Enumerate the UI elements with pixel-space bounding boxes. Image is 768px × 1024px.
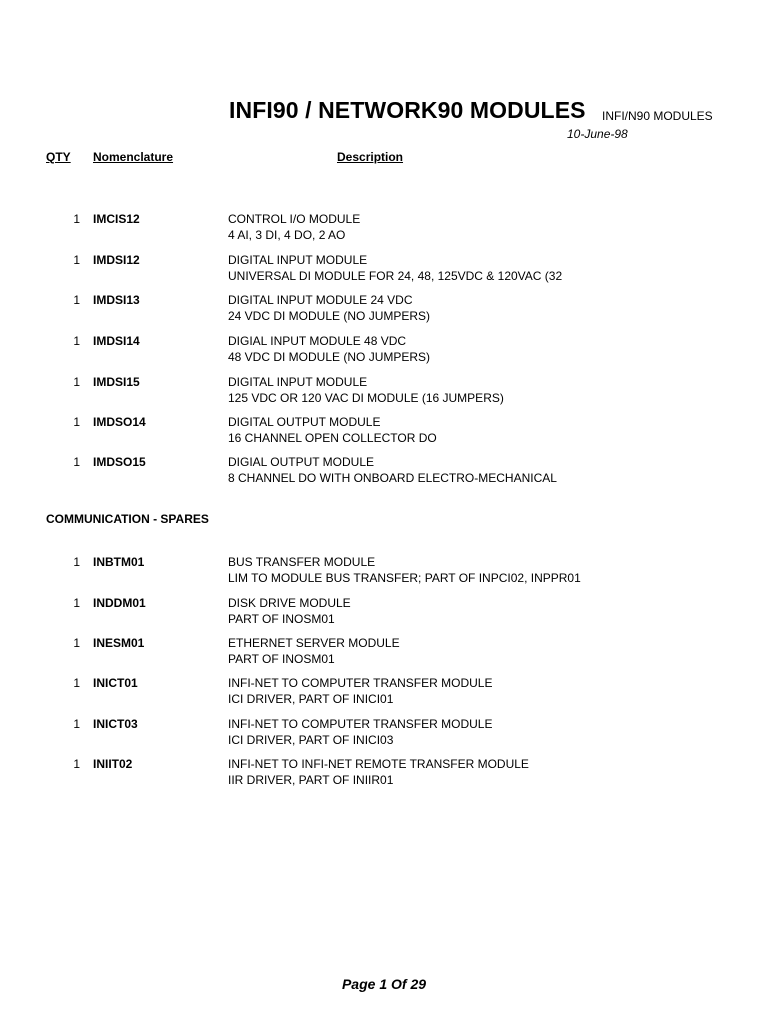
module-row (0, 212, 768, 246)
module-row (0, 636, 768, 670)
module-row (0, 334, 768, 368)
module-name: INBTM01 (93, 555, 145, 569)
module-detail: 8 CHANNEL DO WITH ONBOARD ELECTRO-MECHANICAL (228, 471, 557, 485)
module-qty: 1 (73, 415, 80, 429)
module-detail: 125 VDC OR 120 VAC DI MODULE (16 JUMPERS) (228, 391, 504, 405)
module-description: DISK DRIVE MODULE (228, 596, 351, 610)
module-detail: 48 VDC DI MODULE (NO JUMPERS) (228, 350, 431, 364)
module-detail: 4 AI, 3 DI, 4 DO, 2 AO (228, 228, 346, 242)
module-detail: IIR DRIVER, PART OF INIIR01 (228, 773, 394, 787)
column-header-description: Description (337, 150, 404, 164)
module-name: INDDM01 (93, 596, 146, 610)
module-detail: UNIVERSAL DI MODULE FOR 24, 48, 125VDC & 120VAC (32 (228, 269, 563, 283)
module-name: INICT03 (93, 717, 138, 731)
module-qty: 1 (73, 717, 80, 731)
module-row (0, 676, 768, 710)
module-description: DIGITAL INPUT MODULE 24 VDC (228, 293, 413, 307)
module-name: IMDSI13 (93, 293, 140, 307)
module-name: INICT01 (93, 676, 138, 690)
module-row (0, 375, 768, 409)
module-row (0, 253, 768, 287)
section-title-communication: COMMUNICATION - SPARES (46, 512, 209, 526)
module-qty: 1 (73, 596, 80, 610)
page-subtitle: INFI/N90 MODULES (602, 109, 713, 123)
module-description: INFI-NET TO INFI-NET REMOTE TRANSFER MODULE (228, 757, 529, 771)
module-description: CONTROL I/O MODULE (228, 212, 361, 226)
module-qty: 1 (73, 334, 80, 348)
module-description: DIGIAL INPUT MODULE 48 VDC (228, 334, 407, 348)
module-name: INESM01 (93, 636, 145, 650)
module-detail: ICI DRIVER, PART OF INICI03 (228, 733, 394, 747)
module-detail: LIM TO MODULE BUS TRANSFER; PART OF INPCI02, INPPR01 (228, 571, 581, 585)
module-name: IMCIS12 (93, 212, 140, 226)
module-description: DIGITAL OUTPUT MODULE (228, 415, 381, 429)
module-detail: 16 CHANNEL OPEN COLLECTOR DO (228, 431, 437, 445)
module-description: ETHERNET SERVER MODULE (228, 636, 400, 650)
module-qty: 1 (73, 212, 80, 226)
page-title: INFI90 / NETWORK90 MODULES (229, 97, 586, 123)
module-row (0, 293, 768, 327)
module-description: DIGITAL INPUT MODULE (228, 253, 368, 267)
page-number: Page 1 Of 29 (341, 976, 427, 992)
module-description: DIGIAL OUTPUT MODULE (228, 455, 375, 469)
module-description: INFI-NET TO COMPUTER TRANSFER MODULE (228, 676, 493, 690)
module-name: IMDSO14 (93, 415, 146, 429)
module-row (0, 596, 768, 630)
module-name: INIIT02 (93, 757, 133, 771)
module-description: INFI-NET TO COMPUTER TRANSFER MODULE (228, 717, 493, 731)
module-qty: 1 (73, 375, 80, 389)
module-row (0, 717, 768, 751)
module-qty: 1 (73, 293, 80, 307)
module-qty: 1 (73, 757, 80, 771)
module-description: BUS TRANSFER MODULE (228, 555, 376, 569)
module-description: DIGITAL INPUT MODULE (228, 375, 368, 389)
module-row (0, 415, 768, 449)
module-detail: ICI DRIVER, PART OF INICI01 (228, 692, 394, 706)
module-qty: 1 (73, 455, 80, 469)
module-row (0, 757, 768, 791)
module-name: IMDSO15 (93, 455, 146, 469)
module-name: IMDSI14 (93, 334, 140, 348)
module-qty: 1 (73, 676, 80, 690)
module-qty: 1 (73, 253, 80, 267)
module-detail: PART OF INOSM01 (228, 612, 335, 626)
module-row (0, 455, 768, 489)
module-name: IMDSI12 (93, 253, 140, 267)
column-header-qty: QTY (46, 150, 71, 164)
module-detail: PART OF INOSM01 (228, 652, 335, 666)
module-qty: 1 (73, 555, 80, 569)
module-detail: 24 VDC DI MODULE (NO JUMPERS) (228, 309, 431, 323)
module-name: IMDSI15 (93, 375, 140, 389)
column-header-nomenclature: Nomenclature (93, 150, 174, 164)
module-row (0, 555, 768, 589)
module-qty: 1 (73, 636, 80, 650)
document-date: 10-June-98 (567, 127, 628, 141)
